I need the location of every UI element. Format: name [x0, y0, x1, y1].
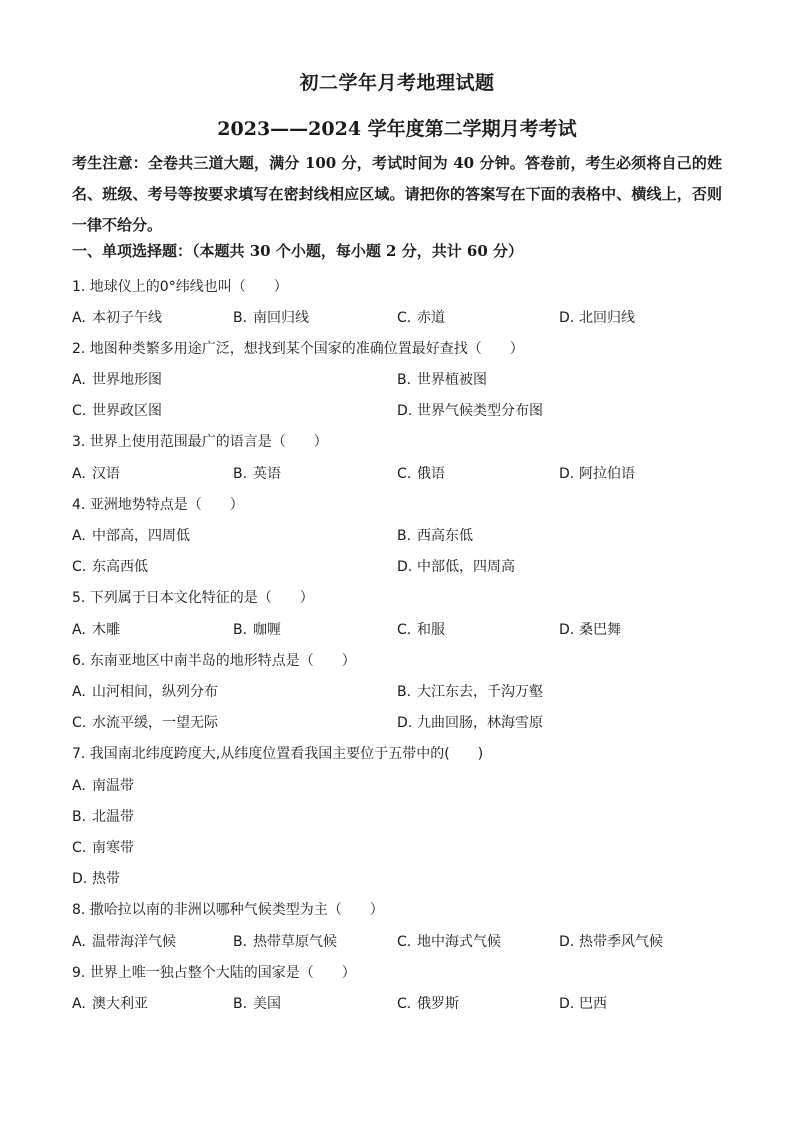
question-7-option-c[interactable]: C. 南寒带 [72, 840, 134, 856]
question-1-option-b[interactable]: B. 南回归线 [233, 310, 309, 326]
question-5-option-c[interactable]: C. 和服 [397, 622, 445, 638]
question-9-stem: 9. 世界上唯一独占整个大陆的国家是（ ） [72, 965, 356, 981]
question-9-option-d[interactable]: D. 巴西 [559, 996, 607, 1012]
question-4-option-c[interactable]: C. 东高西低 [72, 559, 148, 575]
question-6-stem: 6. 东南亚地区中南半岛的地形特点是（ ） [72, 653, 356, 669]
exam-title: 初二学年月考地理试题 [299, 72, 495, 94]
question-3-option-d[interactable]: D. 阿拉伯语 [559, 466, 635, 482]
question-1-stem: 1. 地球仪上的0°纬线也叫（ ） [72, 279, 288, 295]
question-8-option-a[interactable]: A. 温带海洋气候 [72, 934, 176, 950]
question-9-option-c[interactable]: C. 俄罗斯 [397, 996, 459, 1012]
question-7-option-a[interactable]: A. 南温带 [72, 778, 134, 794]
question-8-option-d[interactable]: D. 热带季风气候 [559, 934, 663, 950]
question-6-option-a[interactable]: A. 山河相间，纵列分布 [72, 684, 218, 700]
question-4-stem: 4. 亚洲地势特点是（ ） [72, 497, 244, 513]
question-7-stem: 7. 我国南北纬度跨度大,从纬度位置看我国主要位于五带中的( ) [72, 746, 484, 762]
question-5-stem: 5. 下列属于日本文化特征的是（ ） [72, 590, 314, 606]
question-8-stem: 8. 撒哈拉以南的非洲以哪种气候类型为主（ ） [72, 902, 384, 918]
question-1-option-d[interactable]: D. 北回归线 [559, 310, 635, 326]
question-5-option-a[interactable]: A. 木雕 [72, 622, 120, 638]
question-2-option-d[interactable]: D. 世界气候类型分布图 [397, 403, 543, 419]
question-7-option-d[interactable]: D. 热带 [72, 871, 120, 887]
question-2-option-b[interactable]: B. 世界植被图 [397, 372, 487, 388]
question-8-option-b[interactable]: B. 热带草原气候 [233, 934, 337, 950]
question-9-option-a[interactable]: A. 澳大利亚 [72, 996, 148, 1012]
exam-subtitle: 2023——2024 学年度第二学期月考考试 [217, 118, 577, 140]
question-6-option-d[interactable]: D. 九曲回肠，林海雪原 [397, 715, 543, 731]
question-2-option-c[interactable]: C. 世界政区图 [72, 403, 162, 419]
question-6-option-c[interactable]: C. 水流平缓，一望无际 [72, 715, 218, 731]
question-4-option-d[interactable]: D. 中部低，四周高 [397, 559, 515, 575]
question-2-stem: 2. 地图种类繁多用途广泛，想找到某个国家的准确位置最好查找（ ） [72, 341, 524, 357]
question-8-option-c[interactable]: C. 地中海式气候 [397, 934, 501, 950]
question-3-option-c[interactable]: C. 俄语 [397, 466, 445, 482]
question-7-option-b[interactable]: B. 北温带 [72, 809, 134, 825]
question-2-option-a[interactable]: A. 世界地形图 [72, 372, 162, 388]
section-title: 一、单项选择题：（本题共 30 个小题，每小题 2 分，共计 60 分） [72, 242, 524, 260]
question-3-option-a[interactable]: A. 汉语 [72, 466, 120, 482]
question-5-option-d[interactable]: D. 桑巴舞 [559, 622, 621, 638]
exam-notice: 考生注意：全卷共三道大题，满分 100 分，考试时间为 40 分钟。答卷前，考生必须将自己的姓名、班级、考号等按要求填写在密封线相应区域。请把你的答案写在下面的表格中、横线上，否则一律不给分。 [72, 154, 722, 234]
question-3-option-b[interactable]: B. 英语 [233, 466, 281, 482]
question-4-option-b[interactable]: B. 西高东低 [397, 528, 473, 544]
question-5-option-b[interactable]: B. 咖喱 [233, 622, 281, 638]
question-1-option-a[interactable]: A. 本初子午线 [72, 310, 162, 326]
question-9-option-b[interactable]: B. 美国 [233, 996, 281, 1012]
question-4-option-a[interactable]: A. 中部高，四周低 [72, 528, 190, 544]
question-6-option-b[interactable]: B. 大江东去，千沟万壑 [397, 684, 543, 700]
question-1-option-c[interactable]: C. 赤道 [397, 310, 445, 326]
question-3-stem: 3. 世界上使用范围最广的语言是（ ） [72, 434, 328, 450]
